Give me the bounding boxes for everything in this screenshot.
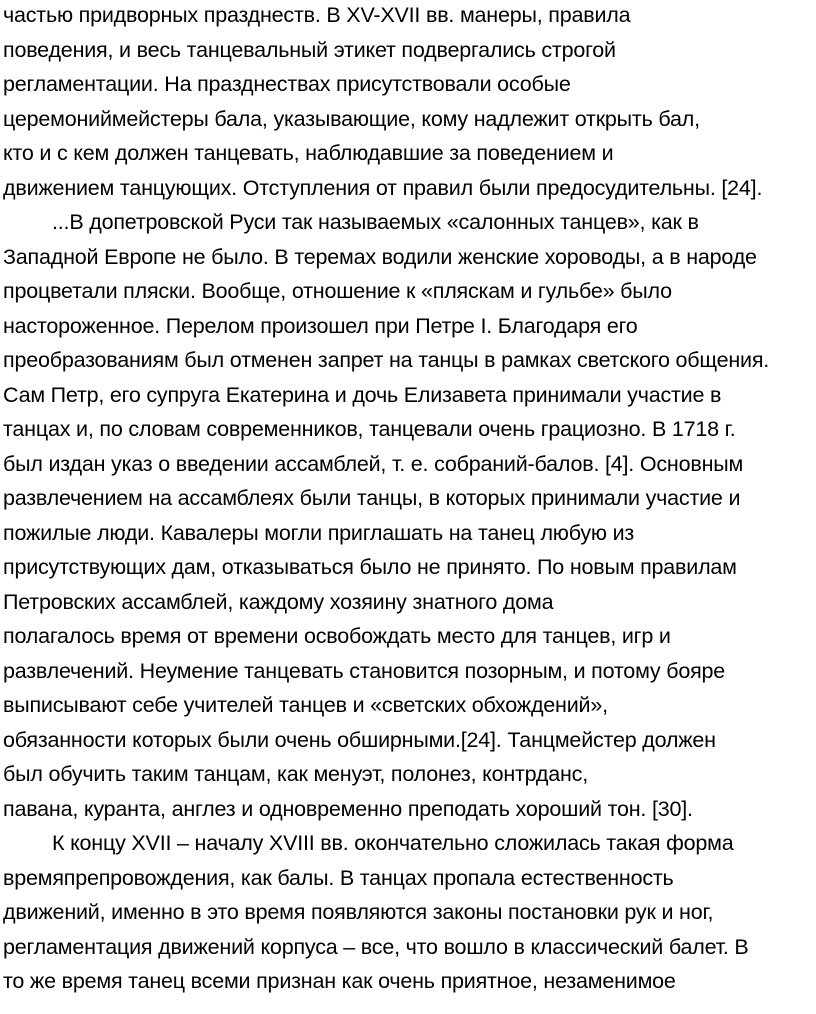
text-line: К концу XVII – началу XVIII вв. окончательно сложилась такая форма bbox=[52, 831, 734, 855]
text-line: регламентация движений корпуса – все, что вошло в классический балет. В bbox=[3, 935, 749, 959]
text-line: движений, именно в это время появляются законы постановки рук и ног, bbox=[3, 900, 714, 924]
text-line: был обучить таким танцам, как менуэт, полонез, контрданс, bbox=[3, 762, 589, 786]
text-line: Западной Европе не было. В теремах водили женские хороводы, а в народе bbox=[3, 245, 757, 269]
text-line: процветали пляски. Вообще, отношение к «пляскам и гульбе» было bbox=[3, 279, 672, 303]
text-line: выписывают себе учителей танцев и «светских обхождений», bbox=[3, 693, 608, 717]
text-line: Сам Петр, его супруга Екатерина и дочь Елизавета принимали участие в bbox=[3, 383, 722, 407]
text-line: поведения, и весь танцевальный этикет подвергались строгой bbox=[3, 38, 616, 62]
text-line: кто и с кем должен танцевать, наблюдавшие за поведением и bbox=[3, 141, 614, 165]
text-line: Петровских ассамблей, каждому хозяину знатного дома bbox=[3, 590, 554, 614]
text-line: частью придворных празднеств. В XV-XVII вв. манеры, правила bbox=[3, 3, 631, 27]
text-line: обязанности которых были очень обширными.[24]. Танцмейстер должен bbox=[3, 728, 716, 752]
text-line: пожилые люди. Кавалеры могли приглашать на танец любую из bbox=[3, 521, 635, 545]
text-line: танцах и, по словам современников, танцевали очень грациозно. В 1718 г. bbox=[3, 417, 736, 441]
text-line: присутствующих дам, отказываться было не принято. По новым правилам bbox=[3, 555, 737, 579]
text-line: ...В допетровской Руси так называемых «салонных танцев», как в bbox=[52, 210, 699, 234]
text-line: павана, куранта, англез и одновременно преподать хороший тон. [30]. bbox=[3, 797, 693, 821]
text-line: церемониймейстеры бала, указывающие, кому надлежит открыть бал, bbox=[3, 107, 700, 131]
text-line: развлечений. Неумение танцевать становится позорным, и потому бояре bbox=[3, 659, 726, 683]
text-line: развлечением на ассамблеях были танцы, в которых принимали участие и bbox=[3, 486, 741, 510]
text-line: был издан указ о введении ассамблей, т. е. собраний-балов. [4]. Основным bbox=[3, 452, 744, 476]
text-line: преобразованиям был отменен запрет на танцы в рамках светского общения. bbox=[3, 348, 770, 372]
text-line: то же время танец всеми признан как очень приятное, незаменимое bbox=[3, 969, 676, 993]
text-line: регламентации. На празднествах присутствовали особые bbox=[3, 72, 571, 96]
text-line: движением танцующих. Отступления от правил были предосудительны. [24]. bbox=[3, 176, 763, 200]
text-line: полагалось время от времени освобождать место для танцев, игр и bbox=[3, 624, 671, 648]
text-line: времяпрепровождения, как балы. В танцах пропала естественность bbox=[3, 866, 674, 890]
text-line: настороженное. Перелом произошел при Петре I. Благодаря его bbox=[3, 314, 638, 338]
